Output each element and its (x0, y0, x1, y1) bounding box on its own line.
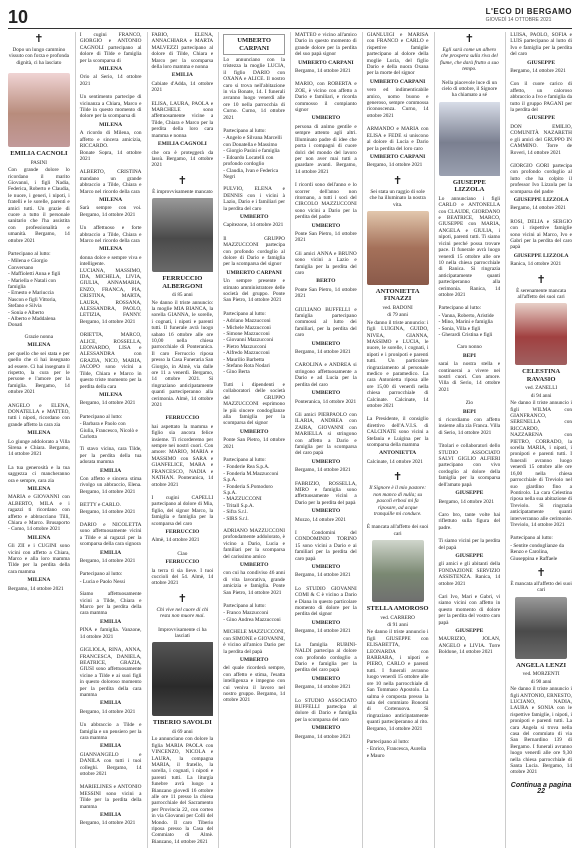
mourner: - Alberto e Maddalena Donati (8, 316, 56, 329)
notice-date: Ponte San Pietro, 14 ottobre 2021 (295, 286, 357, 300)
page-number: 10 (8, 7, 29, 27)
notice-text: Lo STUDIO ASSOCIATO BUFFELLI partecipa al dolore di Dario e famiglia per la scomparsa del caro (295, 697, 357, 723)
deceased-name: GIUSEPPE (455, 552, 484, 559)
notice-text: DARIO e NICOLETTA sono affettuosamente vicini a Tilde e ai ragazzi per la scomparsa della cara signora (79, 522, 142, 548)
mourner: - Milena e Giorgio Conversano (8, 258, 48, 271)
notice-text: GIANNANGELO e DANILA con tutti i tuoi colleghi. Bergamo, 14 ottobre 2021 (79, 751, 142, 777)
deceased-name: ANTONIETTA (379, 450, 417, 457)
deceased-photo (439, 102, 501, 176)
mourner: - Giovanni Mazzucconi (223, 337, 274, 344)
cross-icon: ✝ (393, 174, 403, 187)
mourners-list (80, 579, 142, 585)
mourner: - Alfredo Mazzucconi (223, 350, 270, 357)
notice-text: ARMANDO e MARIA con ELISA e FEDE si uniscono al dolore di Lucia e Dario per la perdita del loro caro (366, 126, 429, 152)
notice-body: Ne danno il triste annuncio i figli WILMA con GIANFRANCO, SERENELLA con RICCARDO, NAZZARENA con PIETRO, CORRADO, la sorella MARIA, i nipoti, i pronipoti e parenti tutti. I funerali avranno luogo venerdì 15 ottobre alle ore 16,00 nella chiesa parrocchiale di Treviolo nel suo giardino fino a Pontirolo. La cara Celestina riposa nella sua abitazione di Treviolo. Si ringrazia anticipatamente quanti interverranno alle cerimonie. Treviolo, 14 ottobre 2021 (510, 400, 572, 528)
notice-text: ALBERTO, CRISTINA mandano un grande abbraccio a Tilde, Chiara e Marco nel ricordo della cara (79, 169, 142, 195)
masthead (486, 7, 572, 23)
notice-text: Un affettuoso e forte abbraccio a Tilde, Chiara e Marco nel ricordo della cara (79, 225, 142, 244)
deceased-age: di 79 anni (387, 312, 408, 319)
notice-text: I Condomini del CONDOMINIO TORINO 15 sono vicini a Dario e ai familiari per la perdita del caro papà (295, 530, 357, 562)
notice-date: Bergamo, 14 ottobre 2021 (79, 558, 136, 565)
mourners-label: Partecipano al lutto: (223, 456, 266, 463)
notice-text: sarai la nostra stella e continuerai a vivere nei nostri cuori. Con amore. Villa di Serio, 14 ottobre 2021 (438, 361, 501, 393)
notice-text: Sei stata un raggio di sole che ha illuminato la nostra vita. (369, 188, 426, 208)
notice-text: la terra ti sia lieve. I tuoi cuccioli del 54. Almè, 14 ottobre 2021 (151, 567, 214, 587)
deceased-subname: ved. BADONI (382, 304, 413, 311)
notice-date: Bergamo, 14 ottobre 2021 (79, 820, 136, 827)
notice-text: che ora è proteggerà da lassù. Bergamo, 14 ottobre 2021 (151, 149, 214, 169)
mourner: - Angelo e Silvana Marcelli con Donatella e Massimo (223, 135, 282, 148)
cross-icon: ✝ (177, 174, 187, 187)
deceased-name: UMBERTO (311, 508, 341, 515)
cross-icon: ✝ (464, 33, 474, 45)
deceased-name: UMBERTO (311, 458, 341, 465)
notice-text: La tua generosità e la tua saggezza ci mancheranno ora e sempre, cara zia (8, 464, 70, 484)
notice-text: DON EMILIO, COMUNITÀ NAZARETH e gli amici del GRUPPO IN CAMMINO. Torre de Roveri, 14 ottobre 2021 (510, 123, 572, 156)
deceased-photo (515, 597, 567, 659)
notice-text: BETTY e CARLO. (79, 502, 121, 509)
deceased-name: GIUSEPPE LIZZOLA (513, 252, 569, 259)
mourners-list (223, 318, 285, 376)
mourner: - Mino, Marini e famiglia (438, 319, 493, 326)
mourner: - Mariella e Natali con famiglia (8, 277, 56, 291)
notice-text: MATTEO e vicino all'amico Dario in questo momento di grande dolore per la perdita del suo papà signor (295, 32, 357, 58)
notice-text: MARIO, con ROBERTA e ZOE, è vicino con affetto a Dario e familiari, e ricorda commosso il compianto signor (295, 81, 357, 114)
deceased-photo (372, 540, 424, 602)
mourners-label: Partecipano al lutto: (438, 305, 482, 312)
notice-text: Un sempre presente e stimato amministratore delle società del gruppo. Ponte San Pietro, 14 ottobre 2021 (223, 278, 285, 304)
notice-text: Gli amici PIERPAOLO con ILARIA, ANDREA con ZAIRA, GIOVANNI con MARIELLA si stringono con affetto a Dario e famiglia per la scomparsa del caro papà (295, 411, 357, 457)
mourner: - Lucia e Paolo Nessi (79, 578, 126, 585)
notice-date: Bergamo, 14 ottobre 2021 (295, 572, 351, 579)
deceased-name: ANGELA LENZI (516, 661, 567, 669)
deceased-name: UMBERTO (311, 222, 341, 229)
column-1 (8, 32, 70, 848)
deceased-name: MILENA (27, 534, 51, 541)
deceased-name: EMILIA (171, 72, 193, 79)
deceased-subname: ved. MORZENTI (522, 671, 560, 678)
deceased-name: UMBERTO CARPANI (226, 269, 282, 276)
mourners-label: Partecipano al lutto: (79, 571, 123, 578)
deceased-name: GIUSEPPE (455, 628, 484, 634)
deceased-name: MILENA (27, 430, 51, 437)
notice-text: Il GRUPPO MAZZUCCONI partecipa con profondo cordoglio al dolore di Dario e famiglia per la scomparsa del signor (223, 235, 285, 268)
notice-text: La famiglia RUBINI-NALDI partecipa al dolore con profondo cordoglio a Dario e famiglia per la perdita del caro papà (295, 641, 357, 674)
mourner: - Tritall S.p.A. (223, 502, 255, 509)
notice-date: Bergamo, 14 ottobre 2021 (295, 628, 351, 635)
mourner: - Edoardo Locatelli con profondo cordoglio (223, 154, 274, 168)
notice-text: Con affetto e sincera stima rivolgo un abbraccio, Elena. Bergamo, 14 ottobre 2021 (79, 475, 142, 495)
page-header (8, 6, 572, 29)
deceased-photo (367, 211, 429, 285)
notice-date: Capitezone, 14 ottobre 2021 (223, 222, 284, 229)
notice-text: Siamo affettuosamente vicini a Tilde, Chiara e Marco per la perdita della cara mamma (79, 591, 142, 617)
notice-date: Mozzo, 14 ottobre 2021 (295, 516, 346, 523)
mourners-list (223, 135, 285, 180)
deceased-name: EMILIA (100, 618, 122, 625)
notice-text: È mancata all'affetto dei suoi cari (510, 580, 572, 594)
deceased-name: UMBERTO CARPANI (369, 153, 426, 160)
continued-link[interactable]: Continua a pagina 22 (510, 781, 572, 796)
column-6 (362, 32, 429, 848)
notice-body: Ne danno il triste annuncio i figli GIUSEPPE con ELISABETTA, LEONARDA con BARBARA, i nipoti e PIERO, CARLO e parenti tutti. I funerali avranno luogo venerdì 15 ottobre alle ore 10 nella parrocchiale di San Tommaso Apostolo. La salma è composta presso la sala del commiato Bonomi di Cortenuova. Si ringraziano anticipatamente quanti parteciperanno al rito. Bergamo, 14 ottobre 2021 (366, 629, 429, 732)
notice-text: MARIA e GIOVANNI con ALBERTO, MILA e i ragazzi ti ricordano con affetto e abbracciano Tilli, Chiara e Marco. Brusaporto - Como, 14 ottobre 2021 (8, 494, 70, 533)
mourner: - Maurilio Barbetta (223, 356, 265, 363)
deceased-name: MILENA (27, 486, 51, 492)
deceased-name: EMILIA CACNOLI (10, 150, 68, 158)
mourners-label: Partecipano al lutto: (510, 535, 553, 542)
notice-text: LUCIANA, MASSIMO, IDA, MICHELA, LIVIA, GIULIA, ANNAMARIA, ENZO, FRANCA, PIA, CRISTINA, MARTA, LAURA, ROSSANA, ALESSANDRA, PAOLO, LETIZIA, FANNY. Bergamo, 14 ottobre 2021 (79, 267, 142, 325)
notice-text: CAROLINA e ANDREA si stringono affettuosamente a Dario e ad Lucia per la perdita del caro (295, 362, 357, 388)
notice-text: ti ricordiamo con affetto insieme alla zia Franca. Villa di Serio, 14 ottobre 2021 (438, 417, 501, 436)
notice-text: del quale ricorderà sempre, con affetto e stima, l'esatta intelligenza e impegno con cui veniva il lavoro nel nostro gruppo. Bergamo, 14 ottobre 2021 (223, 665, 285, 704)
notice-text: ORIETTA, MARCO, ALICE, ROSSELLA, LEONARDO, LISA e ALESSANDRA con GRAZIA, NICO, MARIA, JACOPO sono vicini a Tilde, Chiara e Marco in questo triste momento per la perdita della cara (79, 332, 142, 390)
notice-date: Bergamo, 14 ottobre 2021 (8, 585, 64, 592)
mourners-label: Partecipano al lutto: (79, 413, 123, 420)
mourner: - Simone Mazzucconi (223, 331, 270, 338)
notice-date: Bergamo, 14 ottobre 2021 (295, 68, 351, 75)
mourners-list (510, 543, 572, 562)
deceased-name: MILENA (27, 577, 51, 584)
deceased-name: EMILIA (100, 743, 122, 750)
notice-date: Bergamo, 14 ottobre 2021 (510, 205, 566, 212)
notice-text: vero ed indimenticabile amico, uomo buono e generoso, sempre commossa riconoscenza. Curno, 14 ottobre 2021 (366, 87, 429, 119)
mourners-label: Partecipano al lutto: (223, 128, 266, 135)
notice-text: Con il cuore carico di affetto, un caloroso abbraccio a Ivo e famiglia da tutto il gruppo PAGANI per la perdita del (510, 81, 572, 114)
notice-text: Lo STUDIO GIOVANNI COMI & C è vicino a Dario e Diana in questo particolare momento di dolore per la perdita del signor (295, 585, 357, 618)
notice-body: Con grande dolore lo ricordano il marito Giovanni, i figli Nadia, Federica, Roberto e Claudia, le nuore, i generi, i nipoti, i fratelli e le sorelle, parenti e amici tutti. Un grazie di cuore a tutto il personale sanitario che l'ha assistita con professionalità e umanità. Bergamo, 14 ottobre 2021 (8, 167, 70, 244)
deceased-name: UMBERTO (311, 675, 341, 682)
notice-text: FABRIZIO, ROSSELLA, MIRO e famiglia sono affettuosamente vicini a Dario per la perdita del papà (295, 480, 357, 506)
mourner: - Vanna, Roberto, Aristide (438, 312, 494, 319)
notice-date: Almè, 14 ottobre 2021 (151, 537, 200, 544)
notice-text: Un abbraccio a Tilde e famiglia e un pensiero per la cara mamma (79, 722, 142, 741)
notice-body: Lo annunciano i figli CARLO e ANTONELLA con CLAUDE, GIORDANO e BEATRICE, MARCO, GIUSEPPE con MARIA, ANGELA e GIULIA, i nipoti, parenti tutti. Ti siamo vicini perché possa trovare pace. Il funerale avrà luogo venerdì 15 ottobre alle ore 10 nella chiesa parrocchiale di Ranica. Si ringrazia anticipatamente quanti parteciperanno alla cerimonia. Ranica, 14 ottobre 2021 (438, 195, 501, 298)
mourner: - Barbara e Paolo con Giulia, Francesco, Nicolò e Carlotta (79, 421, 138, 440)
deceased-name: BEPI (462, 352, 476, 359)
mourner: - Gino Andrea Mazzucconi (223, 616, 281, 623)
deceased-name: EMILIA CAGNOLI (157, 141, 207, 148)
deceased-name: UMBERTO CARPANI (298, 59, 354, 66)
cross-icon: ✝ (34, 33, 44, 45)
mourner: - Enrico, Francesca, Aurelia e Mauro (366, 746, 427, 759)
column-8 (505, 32, 572, 848)
notice-body: Ne danno il triste annuncio i figli ANTONIO, ERNESTO, LUCIANO, NADIA, LAURA e SONIA con le rispettive famiglie, i nipoti, i pronipoti e parenti tutti. La cara Angela si trova nella casa del commiato di via San Bernardino 139 di Bergamo. I funerali avranno luogo venerdì alle ore 9,30 nella chiesa parrocchiale di Santa Lucia. Bergamo, 14 ottobre 2021 (510, 686, 572, 776)
notice-text: Lo giunge addolorato a Villa Sirena e Chiara. Bergamo, 14 ottobre 2021 (8, 438, 70, 458)
notice-text: A ricordo di Milena, con affetto e sincera amicizia, RICCARDO. (79, 130, 142, 150)
notice-text: per quello che sei stata e per quello che ci hai insegnato ad essere. Ci hai insegnato il rispetto, la cura per le persone e l'amore per la famiglia. Bergamo, 14 ottobre 2021 (8, 350, 70, 396)
notice-text: PULVIO, ELENA e DENNIS con i vicini à Lazio, Dario e i familiari per la perdita del caro (223, 186, 285, 212)
notice-text: GIULIANO BUFFELLI e famiglia partecipano commossi al lutto dei familiari, per la perdita del caro (295, 306, 357, 339)
deceased-name: BEPI (462, 408, 476, 415)
mourner: - Ernesto e Mariuccia Nascon e figli Vittoria, Stefano e Silvia (8, 290, 57, 310)
mourner: - MAZZUCCONI (223, 496, 262, 503)
deceased-name: UMBERTO (311, 725, 341, 732)
deceased-name: UMBERTO (311, 115, 341, 122)
column-5 (290, 32, 357, 848)
mourner: - Sifra S.r.l. (223, 509, 248, 516)
notice-text: hai aspettato la mamma e figlio sia ancora felice insieme. Ti ricorderemo per sempre nei nostri cuori. Con amore: MARIO, MARIA e MASSIMO con SARA e GIANFELICE, MARA e FRANCESCO, NADIA e NATHAN. Ponteranica, 14 ottobre 2021 (151, 423, 214, 488)
deceased-name: MILENA (99, 66, 123, 73)
notice-text: È serenamente mancata all'affetto dei suoi cari (516, 287, 567, 300)
notice-date: Bergamo, 14 ottobre 2021 (295, 684, 351, 691)
deceased-name: BERTO (316, 278, 336, 285)
deceased-photo (152, 642, 214, 716)
mourner: - Franco Mazzucconi (223, 610, 269, 617)
notice-text: È mancata all'affetto dei suoi cari (366, 524, 429, 537)
notice-text: Titolari e collaboratori dello STUDIO ASSOCIATO SALVI GIGLIO ALFIERI partecipano con vivo cordoglio al dolore della famiglia per la scomparsa dell'amato papà (438, 443, 501, 488)
mourner: - Fonderia S.Pomodoro S.p.A. (223, 483, 273, 496)
deceased-name: EMILIA (100, 467, 122, 474)
mourner: - Gino Berta (223, 369, 250, 376)
notice-text: GIGLIOLA, RINA, ANNA, FRANCESCA, DANIELA, BEATRICE, GRAZIA, GIUSI sono affettuosamente vicine a Tilde e ai suoi figli in questo doloroso momento per la perdita della cara mamma (79, 647, 142, 698)
deceased-name: UMBERTO (311, 619, 341, 626)
deceased-name: FERRUCCIO ALBERGONI (162, 275, 203, 290)
notice-date: Bergamo, 14 ottobre 2021 (79, 508, 136, 515)
mourner: - Fonderie Rea S.p.A. (223, 464, 270, 471)
columns (8, 32, 572, 848)
column-7 (434, 32, 501, 848)
cross-icon: ✝ (536, 566, 546, 579)
notice-date: Ponteranica, 14 ottobre 2021 (295, 398, 357, 405)
deceased-name: UMBERTO (239, 562, 269, 569)
column-3 (147, 32, 214, 848)
notice-text: LUISA, PAOLO, SOFIA e LUIS partecipano al lutto di Ivo e famiglia per la perdita del caro (510, 32, 572, 58)
cross-icon: ✝ (536, 273, 546, 286)
mourners-label: Partecipano al lutto: (8, 251, 51, 257)
notice-text: MICHELE MAZZUCCONI, con SIMONE e GIOVANNI, è vicino all'amico Dario per la perdita del papà (223, 629, 285, 655)
mourner: - Sonia e Alberto (8, 309, 45, 316)
deceased-name: GIUSEPPE (527, 115, 556, 122)
deceased-name: MILENA (99, 246, 123, 253)
deceased-name: MILENA (99, 391, 123, 398)
deceased-name: EMILIA (100, 812, 122, 819)
deceased-age: di 91 anni (387, 622, 408, 629)
mourners-label: Partecipano al lutto: (223, 310, 266, 317)
notice-text: Caro nonno (456, 344, 482, 351)
notice-text: ADRIANO MAZZUCCONI profondamente addolorato, è vicino a Dario, Lucia e familiari per la scomparsa del carissimo amico (223, 528, 285, 560)
mourners-list (8, 258, 70, 328)
notice-text: ROSI, DELIA e SERGIO con i rispettive famiglie sono vicini ai Marco, Ivo e Gabri per la perdita del caro papà (510, 218, 572, 251)
deceased-name: UMBERTO (239, 656, 269, 663)
notice-text: PINA e famiglia. Vanzone, 14 ottobre 2021 (79, 627, 142, 640)
mourner: - SIRS S.r.l. (223, 515, 249, 522)
notice-text: Improvvisamente ci ha lasciati (158, 626, 207, 639)
notice-date: Bonate Sopra, 14 ottobre 2021 (79, 149, 142, 162)
notice-text: GIORGIO GORI partecipa con profondo cordoglio al lutto che ha colpito il professor Ivo Lizzola per la scomparsa del padre (510, 162, 572, 195)
memorial-quote: Chi vive nel cuore di chi resta non muore mai. (156, 606, 209, 620)
notice-body: Ne danno il triste annuncio: i figli LUIGINA, GUIDO, NIVEA, GIANNA, MASSIMO e LUCIA, le nuore, le sorelle, i cognati, i nipoti e i pronipoti e parenti tutti. Un particolare ringraziamento al personale medico e paramedico. La cara Antonietta riposa alle ore 15,00 di venerdì nella chiesa parrocchiale di Calcinate. Calcinate, 14 ottobre 2021 (366, 319, 429, 410)
notice-text: La Presidente, il consiglio direttivo dell'A.V.I.S. di CALCINATE sono vicini a Stefania e Luigina per la scomparsa della mamma (366, 416, 429, 449)
deceased-name: TIBERIO SAVOLDI (152, 719, 212, 727)
deceased-photo (152, 198, 214, 272)
deceased-name: GIUSEPPE LIZZOLA (452, 178, 486, 194)
deceased-name: EMILIA (100, 549, 122, 556)
deceased-name: FERRUCCIO (165, 559, 200, 566)
deceased-subname: PASINI (30, 159, 47, 166)
notice-date: Bergamo, 14 ottobre 2021 (366, 162, 423, 169)
notice-text: MARIELINES e ANTONIO MESSINI sono vicini a Tilde per la perdita della mamma (79, 784, 142, 810)
notice-text: ANGELO e ELENA, DONATELLA e MATTEO, tutti i nipoti, ricordano con grande affetto la cara zia (8, 402, 70, 428)
notice-date: Orio al Serio, 14 ottobre 2021 (79, 74, 142, 87)
deceased-name: ANTONIETTA FINAZZI (375, 287, 420, 303)
notice-text: GIANLUIGI e MARISA con FRANCO e CARLO e rispettive famiglie partecipano al dolore della moglie Lucia, del figlio Dario e della nuora Oxana per la morte del signor (366, 32, 429, 77)
deceased-name: FERRUCCIO (165, 415, 200, 422)
deceased-age: di 90 anni (530, 678, 552, 685)
notice-text: Tutti i dipendenti e collaboratori delle società del GRUPPO MAZZUCCONI esprimono le più sincere condoglianze alla famiglia per la scomparsa del signor (223, 381, 285, 427)
notice-text: Zio (465, 400, 474, 407)
mourner: - Adriano Mazzucconi (223, 318, 271, 325)
deceased-age: di 69 anni (172, 728, 193, 735)
notice-body: Lo annunciano con la tristezza la moglie LUCIA, il figlio DARIO con OXANA e ALICE. Il nostro caro si trova nell'abitazione in via Bonate, 14. I funerali avranno luogo venerdì alle ore 10 nella parrocchia di Curno. Curno, 14 ottobre 2021 (223, 57, 285, 121)
notice-text: Cari Ivo, Mari e Gabri, vi siamo vicini con affetto in questo momento di dolore per la perdita del vostro caro papà (438, 593, 501, 626)
mourner: - Stefano Rota Nodari (223, 363, 270, 370)
column-2 (75, 32, 142, 848)
deceased-name: UMBERTO (239, 428, 269, 435)
memorial-quote: Egli sarà come un albero che prospera sulla riva del fiume, che darà frutto a suo tempo. (439, 47, 499, 73)
deceased-photo (8, 73, 70, 147)
notice-text: Ti siamo vicini per la perdita del papà (438, 538, 501, 551)
deceased-name: UMBERTO CARPANI (223, 34, 285, 55)
deceased-name: UMBERTO (239, 213, 269, 220)
cross-icon: ✝ (393, 471, 403, 484)
newspaper-title: L'ECO DI BERGAMO (485, 7, 572, 16)
column-4 (218, 32, 285, 848)
notice-text: MAURIZIO, JOLAN, ANGELO e LIVIA. Torre Boldone, 14 ottobre 2021 (438, 636, 501, 656)
notice-text: con cui ha condiviso 46 anni di vita lavorativa, grande amicizia e famiglia. Ponte San Pietro, 14 ottobre 2021 (223, 570, 285, 596)
notice-body: Lo annunciano con dolore la figlia MARIA PAOLA con VINCENZO, NICOLA e LAURA, la compagna MARIA, il fratello, la sorella, i cognati, i nipoti e parenti tutti. La liturgia funebre avrà luogo a Bianzano giovedì 16 ottobre alle ore 11 presso la chiesa parrocchiale del Sacramento per Provincia 22, con corteo in via Giovanni per Colli del Mondo. Il caro Tiberio riposa presso la Casa del Commiato di Almè. Bianzano, 14 ottobre 2021 (151, 736, 214, 845)
deceased-name: FERRUCCIO (165, 528, 200, 535)
deceased-name: UMBERTO CARPANI (369, 78, 426, 85)
notice-text: Gli ZII e i CUGINI sono vicini con affetto a Chiara, Marco e alla loro mamma Tilde per la perdita della cara mamma (8, 543, 70, 575)
notice-date: Ponte San Pietro, 14 ottobre 2021 (295, 230, 357, 244)
notice-text: È improvvisamente mancato (152, 188, 213, 195)
cross-icon: ✝ (177, 592, 187, 605)
deceased-name: EMILIA (100, 700, 122, 707)
deceased-name: MILENA (27, 342, 51, 349)
deceased-name: STELLA AMOROSO (366, 605, 429, 613)
deceased-name: UMBERTO (311, 564, 341, 571)
notice-date: Calcinate, 14 ottobre 2021 (366, 458, 423, 465)
deceased-name: GIUSEPPE LIZZOLA (513, 196, 569, 203)
mourners-label: Partecipano al lutto: (223, 603, 266, 610)
mourners-list (223, 610, 285, 623)
mourner: - Michele Mazzucconi (223, 324, 271, 331)
mourners-list (80, 421, 142, 440)
mourners-list (439, 313, 501, 339)
notice-date: Ranica, 14 ottobre 2021 (510, 261, 562, 268)
notice-text: Un sentimento partecipe di vicinanza a Chiara, Marco e Tilde in questo momento di dolore per la scomparsa di (79, 94, 142, 120)
notice-text: Caro bro, tante volte hai riflettuto sulla figura del padre. (438, 511, 501, 531)
notice-date: Bergamo, 14 ottobre 2021 (295, 733, 351, 740)
deceased-subname: ved. ZANELLI (525, 385, 558, 392)
notice-text: persona di animo gentile e sempre attento agli altri. Illuminato padre di idee che porta i compagni di cuore dolci del mondo del lavoro per non aver mai tutti a guardare avanti. Bergamo, 14 ottobre 2021 (295, 123, 357, 175)
notice-text: Gli amici ANNA e BRUNO sono vicini a Lazio e famiglia per la perdita del caro (295, 250, 357, 276)
deceased-subname: ved. CARRERO (380, 614, 415, 621)
deceased-name: MILENA (99, 196, 123, 203)
notice-date: Cabiate d'Adda, 14 ottobre 2021 (151, 80, 214, 94)
deceased-name: GIUSEPPE (455, 490, 484, 497)
notice-text: I ricordi sono dell'anno e lo scorrer dell'anno non ritornano, a tutti i soci del CIRCOLO MAZZUCCONI sono vicini a Dario per la perdita del padre (295, 182, 357, 221)
deceased-photo (515, 303, 567, 365)
notice-text: Dopo un lungo cammino vissuto con forza e profonda dignità, ci ha lasciato (8, 47, 70, 66)
notice-text: Sarà sempre con voi. Bergamo, 14 ottobre 2021 (79, 205, 142, 218)
mourner: - Fonderia M.Mazzucconi S.p.A. (223, 470, 279, 484)
notice-date: Bergamo, 14 ottobre 2021 (295, 467, 351, 474)
notice-text: Grazie nonna (24, 333, 54, 340)
mourner: - Giorgio Pasini e famiglia (223, 148, 280, 155)
mourner: - Maffioletti Anna e figli (8, 271, 61, 278)
notice-date: Ponte San Pietro, 14 ottobre 2021 (223, 437, 285, 450)
deceased-name: UMBERTO (311, 340, 341, 347)
notice-text: gli amici e gli abitanti della FONDAZIONE SERVIZIO ASSISTENZA. Ranica, 14 ottobre 2021 (438, 561, 501, 587)
mourner: - Claudia, Ivan e Federica Negri (223, 167, 279, 180)
notice-text: donna dolce e sempre viva e intelligente. (79, 254, 142, 268)
notice-text: FABIO, ELENA, ANNACHIARA e MARTA MALVEZZI partecipano al dolore di Tilde, Chiara e Marco per la scomparsa della loro mamma e nonna (151, 32, 214, 71)
notice-date: Bergamo, 14 ottobre 2021 (438, 498, 495, 505)
notice-text: I cugini FRANCO, GIORGIO e ANTONIO CAGNOLI partecipano al dolore di Tilde e famiglia per la scomparsa di (79, 32, 142, 64)
notice-text: ELISA, LAURA, PAOLA e MARCHELE sono affettuosamente vicine a Tilde, Chiara e Marco per la perdita della loro cara mamma e nonna (151, 100, 214, 139)
notice-date: Bergamo, 14 ottobre 2021 (510, 68, 566, 75)
deceased-name: UMBERTO (311, 390, 341, 397)
deceased-age: di 94 anni (530, 392, 552, 399)
deceased-age: di 85 anni (172, 292, 193, 299)
memorial-quote: Il Signore è il mio pastore: non manco di nulla; su pascoli erbosi mi fa riposare, ad acque tranquille mi conduce. (369, 485, 427, 517)
notice-body: Ne danno il triste annuncio: la moglie MIA BIANCA, la sorella GIANNA, le sorelle, i cognati, i nipoti e parenti tutti. Il funerale avrà luogo sabato 16 ottobre alle ore 10,00 nella chiesa parrocchiale di Ponteranica. Il caro Ferruccio riposa presso la Casa Funeraria San Giorgio, in Almè, via dalle ore 11 a venerdì. Bergamo, 14 ottobre 2021. Si ringraziano anticipatamente quanti parteciperanno alla cerimonia. Almè, 14 ottobre 2021 (151, 299, 214, 409)
mourner: - Gherardi Cristina e figli (438, 331, 493, 338)
notice-text: Nella piacevole luce di un cielo di ottobre, il Signore ha chiamato a sé (441, 79, 498, 99)
deceased-name: CELESTINA RAVASIO (522, 368, 561, 383)
notice-date: Bergamo, 14 ottobre 2021 (79, 400, 136, 407)
mourner: - Pietro Mazzucconi (223, 343, 267, 350)
mourner: - Sonia, Villa e figli (438, 325, 481, 332)
notice-text: Ti stavo vicina, cara Tilde, per la perdita della tua adorata mamma (79, 446, 142, 466)
notice-date: Bergamo, 14 ottobre 2021 (295, 349, 351, 356)
mourners-label: Partecipano al lutto: (366, 738, 410, 745)
deceased-name: MILENA (99, 121, 123, 128)
issue-date: GIOVEDÌ 14 OTTOBRE 2021 (485, 17, 552, 23)
notice-date: Bergamo, 14 ottobre 2021 (79, 708, 136, 715)
mourner: - Sentite condoglianze da Renzo e Carolina, Giuseppina e Raffaele (510, 542, 564, 562)
notice-text: Ciao (177, 550, 188, 557)
deceased-name: GIUSEPPE (527, 59, 556, 66)
notice-text: I cugini CAPELLI partecipano al dolore di Mia, figlio, del signor Marco, la famiglia e famiglia per la scomparsa del caro (151, 494, 214, 527)
mourners-list (223, 464, 285, 522)
mourners-list (367, 746, 429, 759)
